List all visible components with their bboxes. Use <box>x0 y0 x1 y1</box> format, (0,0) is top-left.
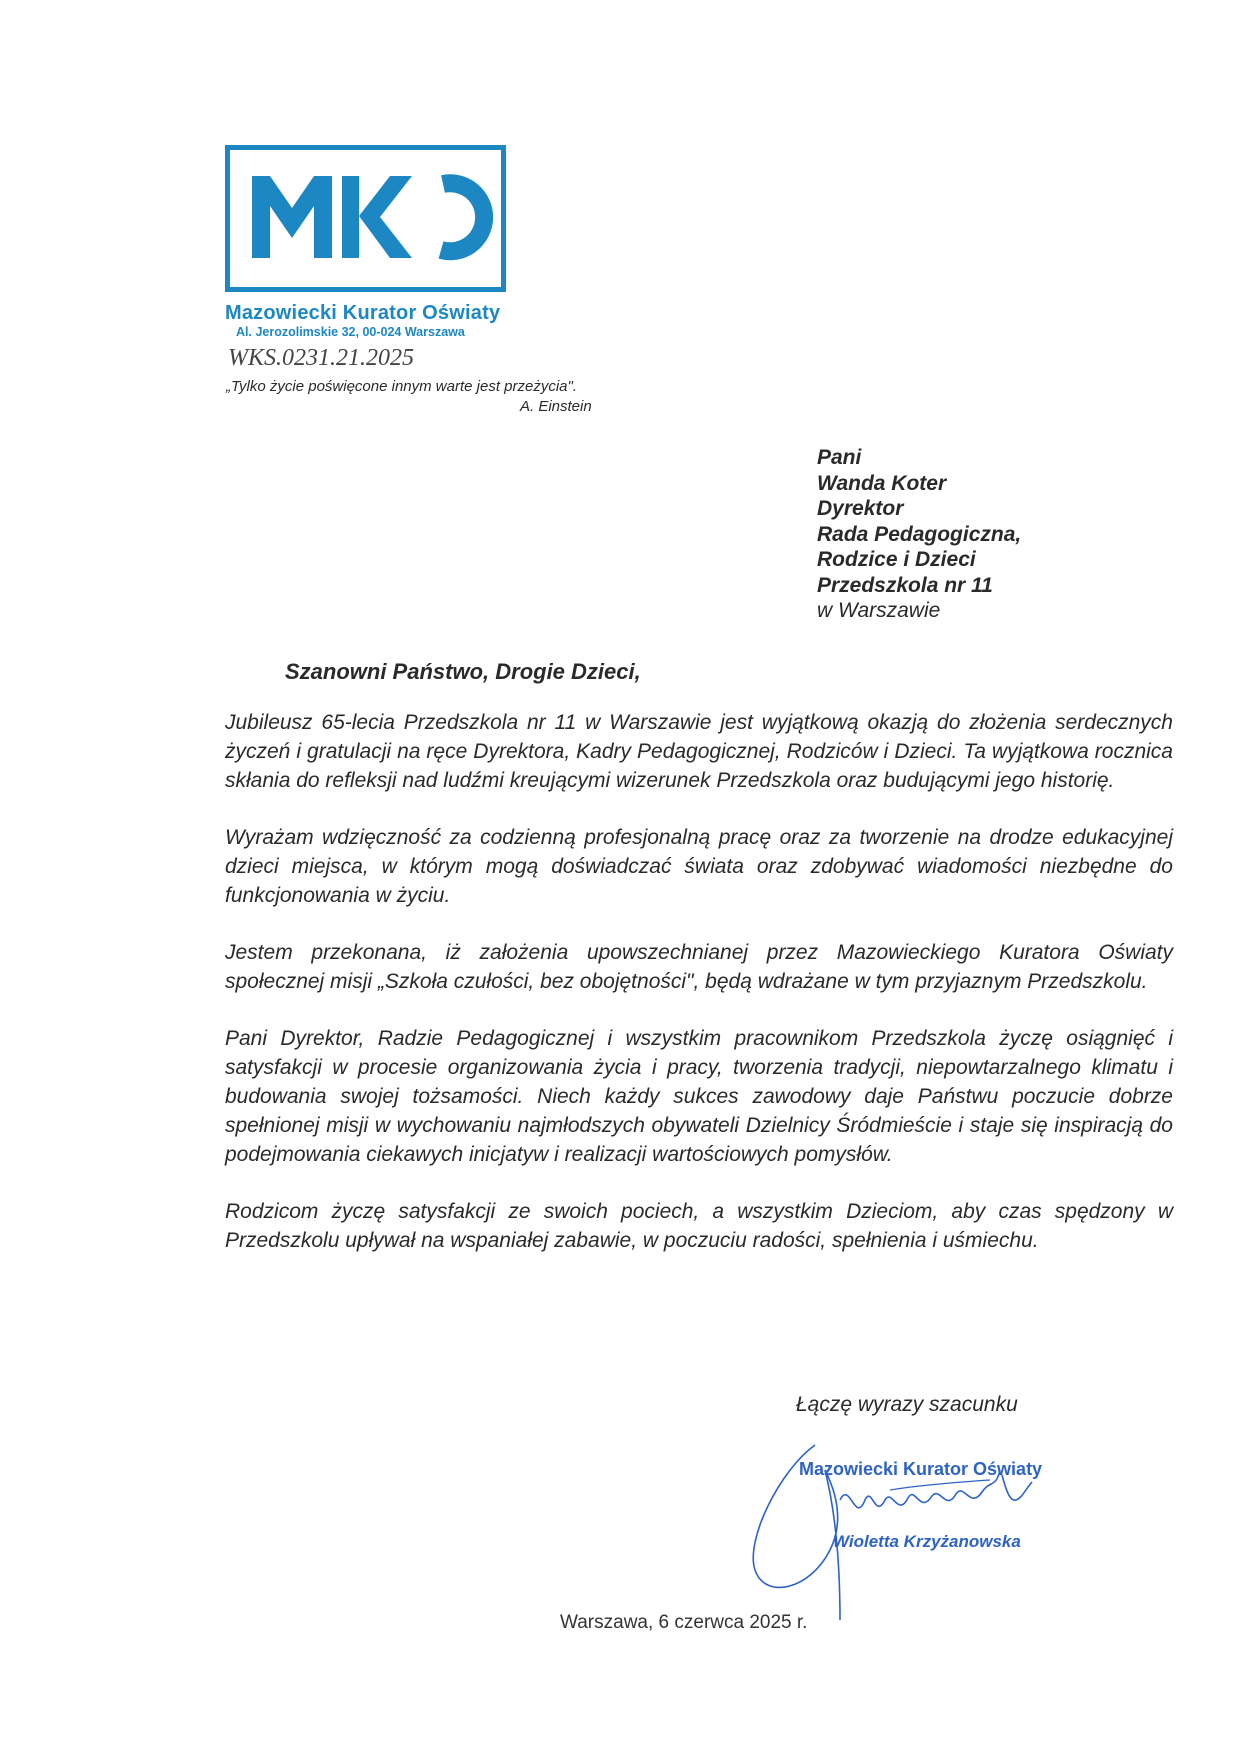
letter-paragraph: Jubileusz 65-lecia Przedszkola nr 11 w Warszawie jest wyjątkową okazją do złożenia serdecznych życzeń i gratulacji na ręce Dyrektora, Kadry Pedagogicznej, Rodziców i Dzieci. Ta wyjątkowa rocznica skłania do refleksji nad ludźmi kreującymi wizerunek Przedszkola oraz budującymi jego historię. <box>225 711 1173 792</box>
closing-phrase: Łączę wyrazy szacunku <box>796 1393 1018 1416</box>
mko-logo-mark <box>230 150 501 287</box>
recipient-block <box>817 445 1021 624</box>
letter-paragraph: Wyrażam wdzięczność za codzienną profesjonalną pracę oraz za tworzenie na drodze edukacyjnej dzieci miejsca, w którym mogą doświadczać świata oraz zdobywać wiadomości niezbędne do funkcjonowania w życiu. <box>225 826 1173 907</box>
recipient-line: Rada Pedagogiczna, <box>817 522 1022 546</box>
reference-number: WKS.0231.21.2025 <box>228 345 414 371</box>
recipient-line: Pani <box>817 446 862 469</box>
salutation: Szanowni Państwo, Drogie Dzieci, <box>285 659 641 684</box>
org-name: Mazowiecki Kurator Oświaty <box>225 302 501 324</box>
recipient-line: Rodzice i Dzieci <box>817 548 976 571</box>
recipient-name: Wanda Koter <box>817 471 947 495</box>
signature-stamp-title: Mazowiecki Kurator Oświaty <box>799 1459 1043 1479</box>
recipient-city: w Warszawie <box>817 599 941 622</box>
mko-logo <box>225 145 506 292</box>
letter-paragraph: Rodzicom życzę satysfakcji ze swoich pociech, a wszystkim Dzieciom, aby czas spędzony w Przedszkolu upływał na wspaniałej zabawie, w poczuciu radości, spełnienia i uśmiechu. <box>225 1200 1173 1252</box>
place-and-date: Warszawa, 6 czerwca 2025 r. <box>560 1612 808 1633</box>
signature-stamp-name: Wioletta Krzyżanowska <box>833 1532 1021 1551</box>
motto-author: A. Einstein <box>520 398 592 415</box>
recipient-line: Przedszkola nr 11 <box>817 573 993 597</box>
motto-quote: „Tylko życie poświęcone innym warte jest przeżycia". <box>226 378 577 395</box>
letter-paragraph: Pani Dyrektor, Radzie Pedagogicznej i wszystkim pracownikom Przedszkola życzę osiągnięć i satysfakcji w procesie organizowania życia i pracy, tworzenia tradycji, niepowtarzalnego klimatu i budowania swojej tożsamości. Niech każdy sukces zawodowy daje Państwu poczucie dobrze spełnionej misji w wychowaniu najmłodszych obywateli Dzielnicy Śródmieście i staje się inspiracją do podejmowania ciekawych inicjatyw i realizacji wartościowych pomysłów. <box>225 1027 1173 1166</box>
recipient-line: Dyrektor <box>817 497 904 520</box>
letter-paragraph: Jestem przekonana, iż założenia upowszechnianej przez Mazowieckiego Kuratora Oświaty społecznej misji „Szkoła czułości, bez obojętności", będą wdrażane w tym przyjaznym Przedszkolu. <box>225 941 1173 993</box>
org-address: Al. Jerozolimskie 32, 00-024 Warszawa <box>236 325 465 339</box>
letter-body <box>225 708 1173 1283</box>
